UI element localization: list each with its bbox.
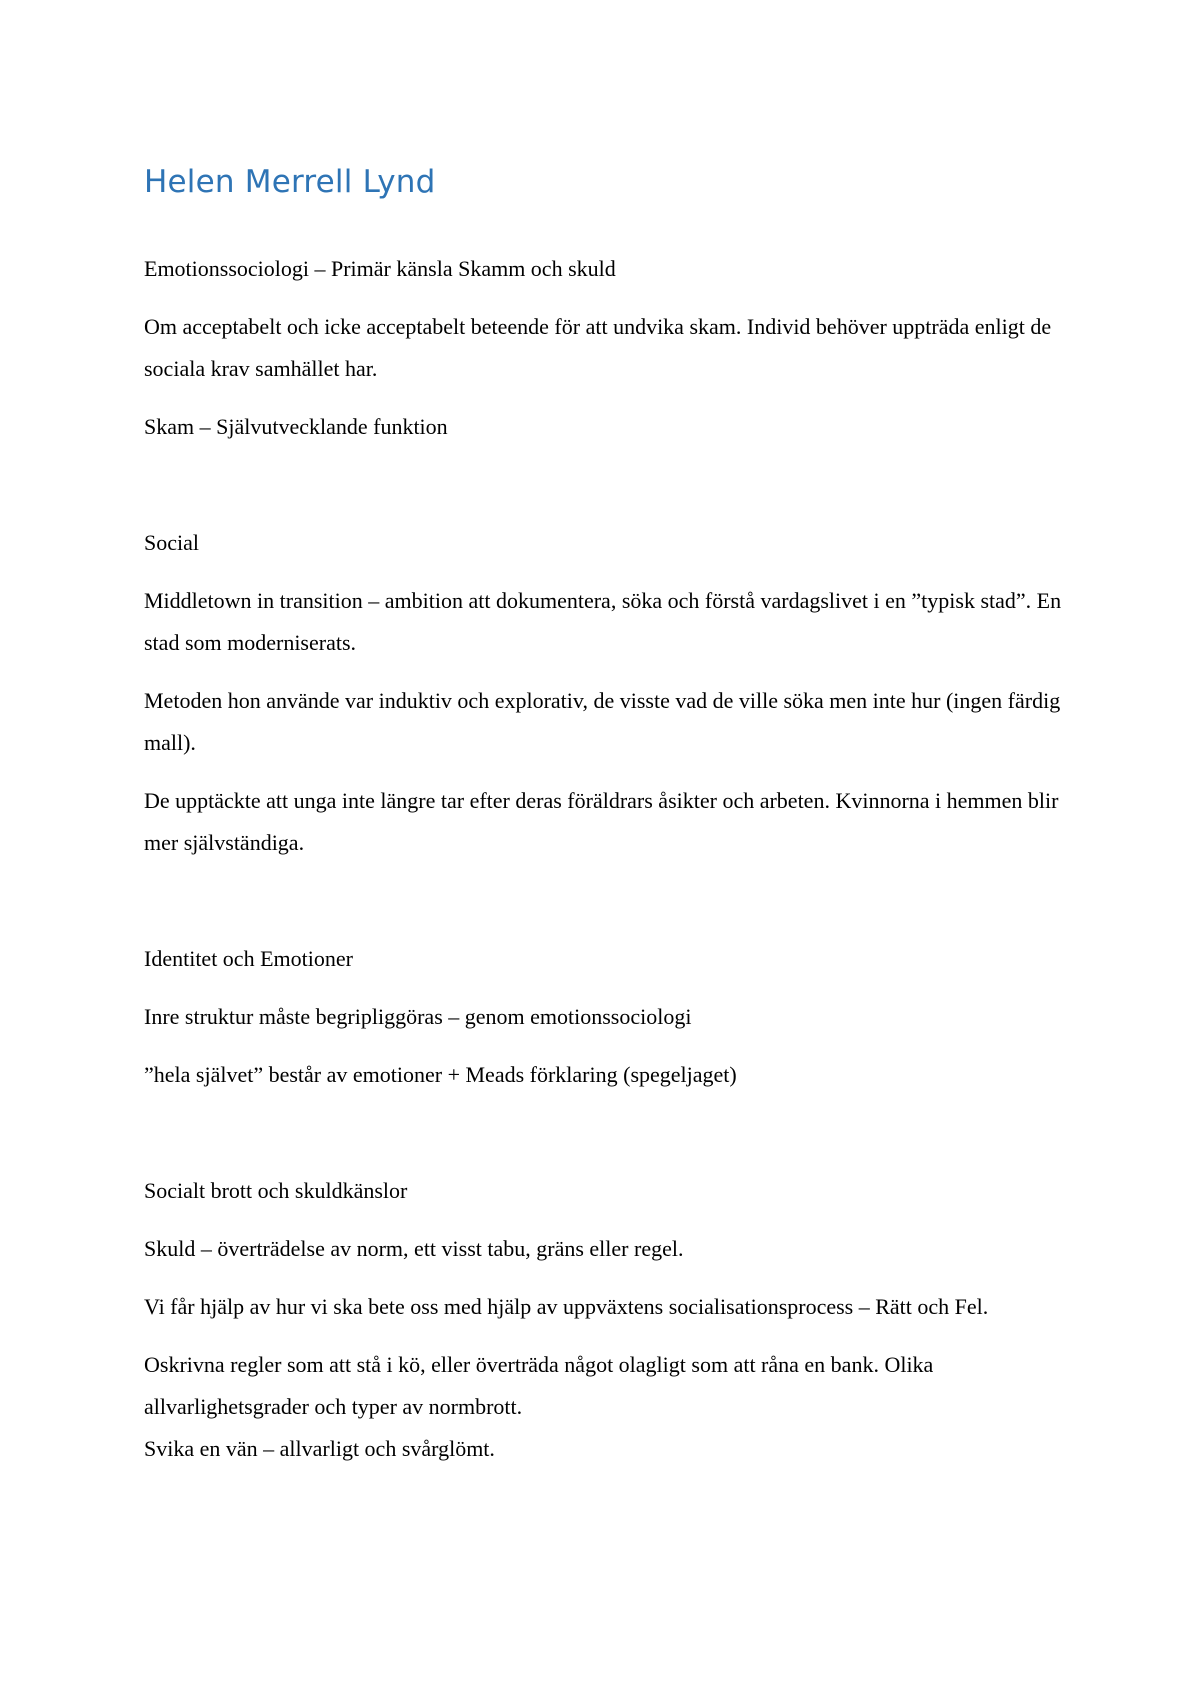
section-heading-socialt-brott: Socialt brott och skuldkänslor bbox=[144, 1178, 408, 1203]
paragraph-acceptabelt-beteende: Om acceptabelt och icke acceptabelt beteende för att undvika skam. Individ behöver uppträda enligt de sociala krav samhället har. bbox=[144, 314, 1052, 381]
paragraph-oskrivna-regler-text: Oskrivna regler som att stå i kö, eller överträda något olagligt som att råna en bank. Olika allvarlighetsgrader och typer av normbrott. bbox=[144, 1352, 934, 1419]
document-body bbox=[144, 160, 1069, 1486]
paragraph-socialisation: Vi får hjälp av hur vi ska bete oss med hjälp av uppväxtens socialisationsprocess – Rätt och Fel. bbox=[144, 1294, 989, 1319]
paragraph-emotionssociologi: Emotionssociologi – Primär känsla Skamm och skuld bbox=[144, 256, 616, 281]
blank-line bbox=[144, 880, 1069, 938]
blank-line bbox=[144, 464, 1069, 522]
section-heading-social: Social bbox=[144, 530, 199, 555]
blank-line bbox=[144, 1112, 1069, 1170]
paragraph-skuld: Skuld – överträdelse av norm, ett visst tabu, gräns eller regel. bbox=[144, 1236, 684, 1261]
paragraph-skam-funktion: Skam – Självutvecklande funktion bbox=[144, 414, 448, 439]
document-title: Helen Merrell Lynd bbox=[144, 164, 436, 200]
paragraph-inre-struktur: Inre struktur måste begripliggöras – genom emotionssociologi bbox=[144, 1004, 692, 1029]
paragraph-svika-en-van: Svika en vän – allvarligt och svårglömt. bbox=[144, 1436, 495, 1461]
paragraph-middletown: Middletown in transition – ambition att dokumentera, söka och förstå vardagslivet i en ”typisk stad”. En stad som moderniserats. bbox=[144, 588, 1062, 655]
paragraph-oskrivna-regler bbox=[144, 1344, 1069, 1470]
paragraph-hela-sjalvet: ”hela självet” består av emotioner + Meads förklaring (spegeljaget) bbox=[144, 1062, 737, 1087]
section-heading-identitet: Identitet och Emotioner bbox=[144, 946, 353, 971]
paragraph-upptackte: De upptäckte att unga inte längre tar efter deras föräldrars åsikter och arbeten. Kvinnorna i hemmen blir mer självständiga. bbox=[144, 788, 1059, 855]
paragraph-metoden: Metoden hon använde var induktiv och explorativ, de visste vad de ville söka men inte hur (ingen färdig mall). bbox=[144, 688, 1061, 755]
